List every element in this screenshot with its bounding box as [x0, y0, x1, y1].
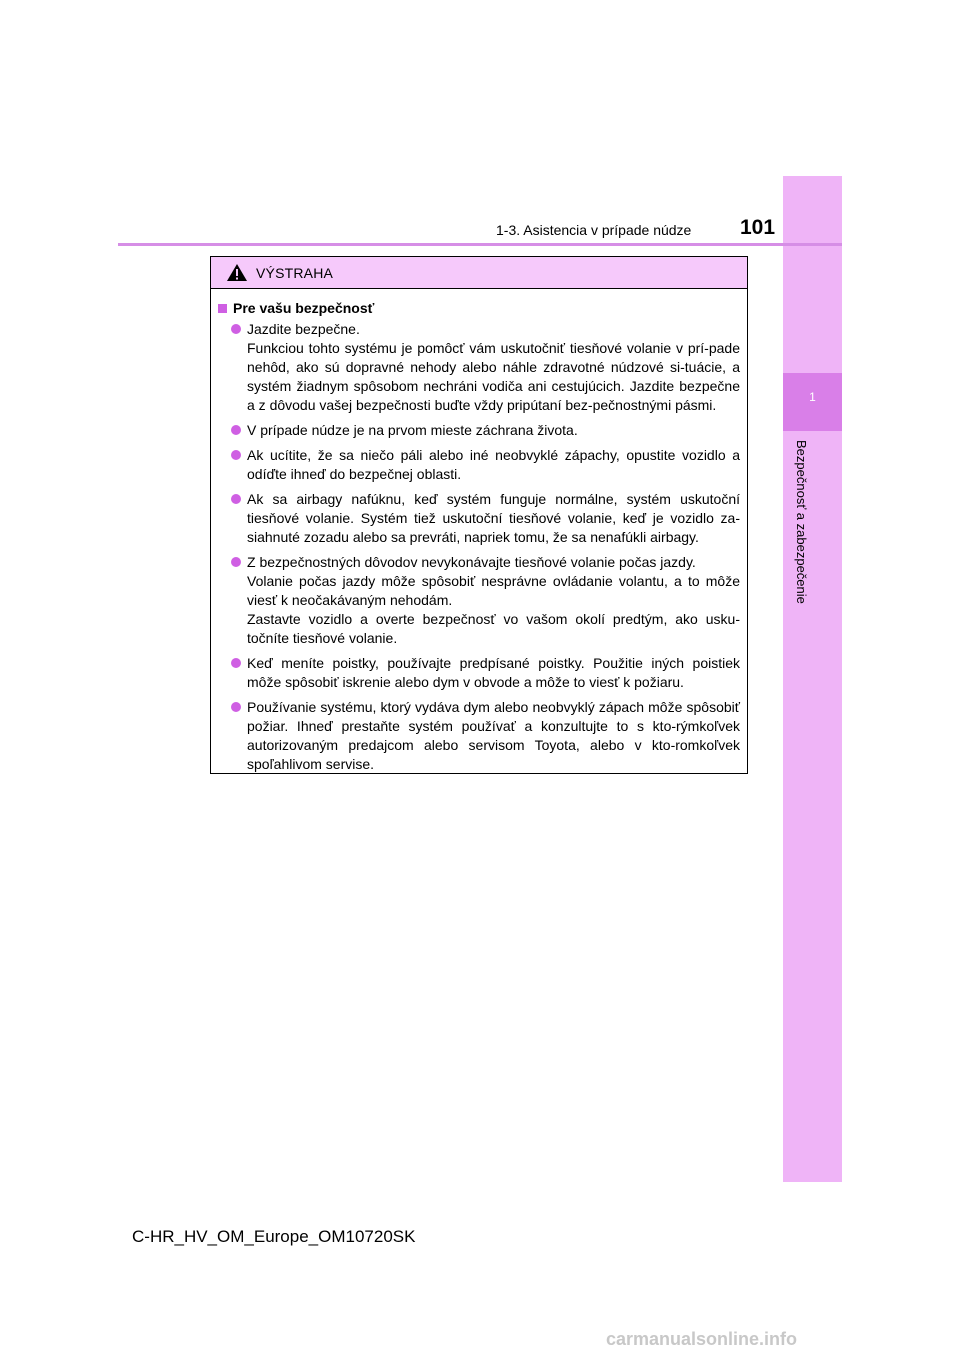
- header-divider: [118, 243, 842, 246]
- list-item: [231, 553, 740, 648]
- bullet-dot-icon: [231, 494, 241, 504]
- chapter-number: 1: [809, 390, 816, 404]
- watermark: carmanualsonline.info: [606, 1329, 798, 1349]
- document-code: C-HR_HV_OM_Europe_OM10720SK: [132, 1227, 416, 1246]
- section-title: 1-3. Asistencia v prípade núdze: [496, 222, 692, 238]
- bullet-dot-icon: [231, 557, 241, 567]
- list-item-text: Ak ucítite, že sa niečo páli alebo iné neobvyklé zápachy, opustite vozidlo a odíďte ihneď do bezpečnej oblasti.: [247, 447, 740, 482]
- list-item-text: Jazdite bezpečne. Funkciou tohto systému je pomôcť vám uskutočniť tiesňové volanie v prí-pade nehôd, ako sú dopravné nehody alebo náhle zdravotné núdzové si-tuácie, a systém žiadnym spôsobom nechráni vodiča ani cestujúcich. Jazdite bezpečne a z dôvodu vašej bezpečnosti buďte vždy pripútaní bez-pečnostnými pásmi.: [247, 321, 740, 413]
- list-item-text: V prípade núdze je na prvom mieste záchrana života.: [247, 422, 578, 438]
- chapter-title: Bezpečnosť a zabezpečenie: [794, 440, 809, 604]
- bullet-dot-icon: [231, 450, 241, 460]
- warning-subheading-text: Pre vašu bezpečnosť: [233, 300, 375, 316]
- list-item-text: Keď meníte poistky, používajte predpísané poistky. Použitie iných poistiek môže spôsobiť iskrenie alebo dym v obvode a môže to viesť k požiaru.: [247, 655, 740, 690]
- bullet-dot-icon: [231, 425, 241, 435]
- list-item: [231, 446, 740, 484]
- bullet-dot-icon: [231, 702, 241, 712]
- warning-body: [211, 289, 747, 774]
- bullet-dot-icon: [231, 324, 241, 334]
- square-bullet-icon: [218, 304, 227, 313]
- warning-triangle-icon: [226, 263, 248, 282]
- chapter-side-tab: [783, 176, 842, 1182]
- warning-header: [211, 257, 747, 289]
- list-item: [231, 698, 740, 774]
- list-item: [231, 490, 740, 547]
- warning-title: VÝSTRAHA: [256, 264, 334, 281]
- list-item-text: Z bezpečnostných dôvodov nevykonávajte tiesňové volanie počas jazdy. Volanie počas jazdy môže spôsobiť nesprávne ovládanie volantu, a to môže viesť k neočakávaným nehodám. Zastavte vozidlo a overte bezpečnosť vo vašom okolí predtým, ako usku-točníte tiesňové volanie.: [247, 554, 740, 646]
- list-item-text: Používanie systému, ktorý vydáva dym alebo neobvyklý zápach môže spôsobiť požiar. Ihneď prestaňte systém používať a konzultujte to s kto-rýmkoľvek autorizovaným predajcom alebo servisom Toyota, alebo v kto-romkoľvek spoľahlivom servise.: [247, 699, 740, 772]
- list-item: [231, 654, 740, 692]
- warning-subheading: [218, 299, 740, 318]
- list-item: [231, 421, 740, 440]
- list-item-text: Ak sa airbagy nafúknu, keď systém funguje normálne, systém uskutoční tiesňové volanie. Systém tiež uskutoční tiesňové volanie, keď je vozidlo za-siahnuté zozadu alebo sa prevráti, napriek tomu, že sa nenafúkli airbagy.: [247, 491, 740, 545]
- bullet-dot-icon: [231, 658, 241, 668]
- page-number: 101: [740, 216, 776, 239]
- list-item: [231, 320, 740, 415]
- warning-box: [210, 256, 748, 774]
